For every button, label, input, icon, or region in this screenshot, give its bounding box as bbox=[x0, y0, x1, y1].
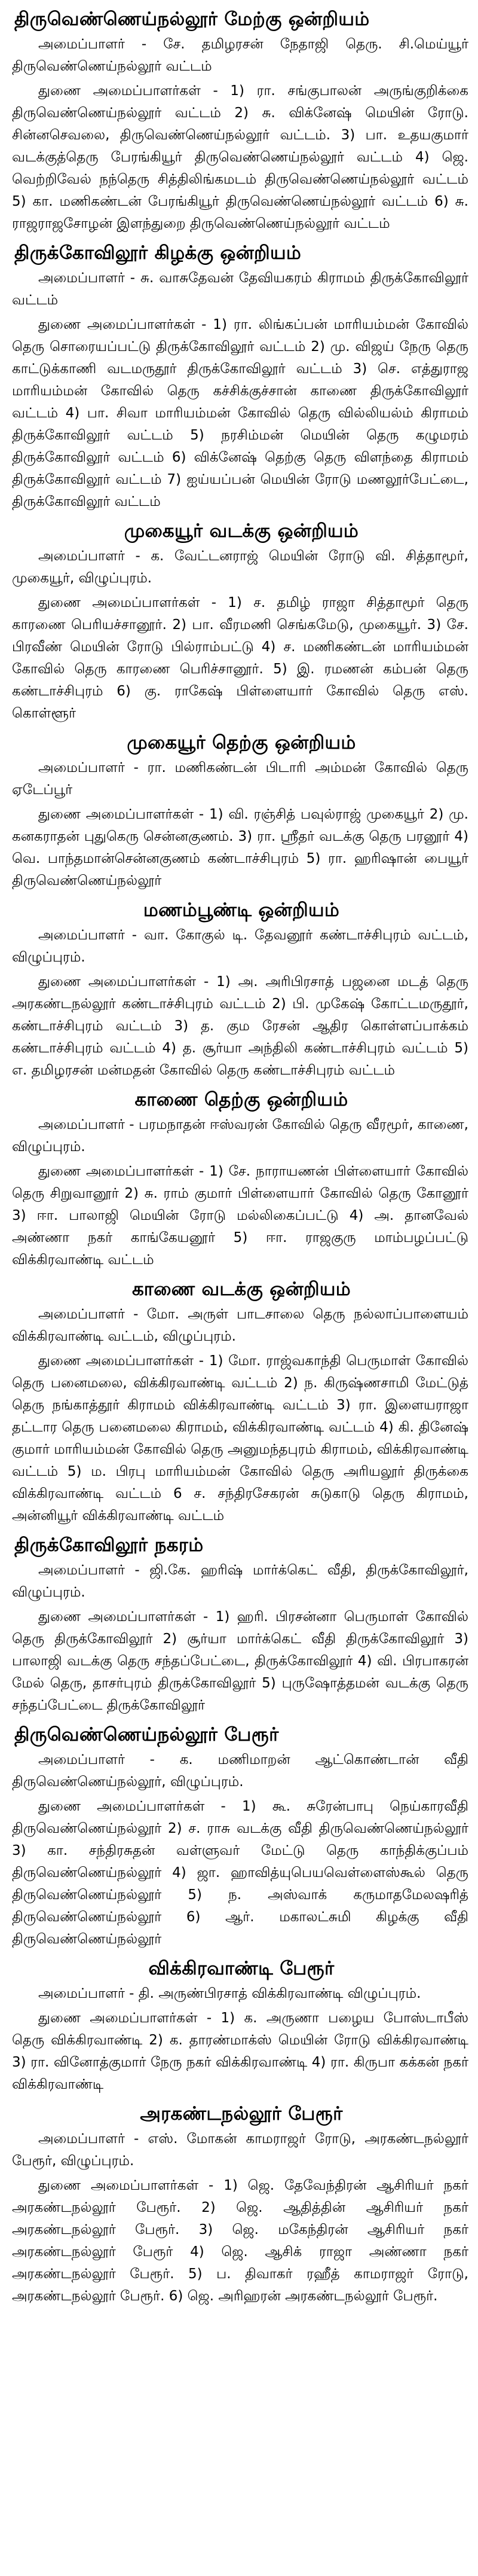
section-heading: திருக்கோவிலூர் நகரம் bbox=[14, 1534, 204, 1556]
organizer-paragraph: அமைப்பாளர் - எஸ். மோகன் காமராஜர் ரோடு, அரகண்டநல்லூர் பேரூர், விழுப்புரம். bbox=[12, 2131, 468, 2169]
deputy-organizers-paragraph: துணை அமைப்பாளர்கள் - 1) ரா. லிங்கப்பன் மாரியம்மன் கோவில் தெரு சொரையப்பட்டு திருக்கோவிலூர் வட்டம் 2) மு. விஜய் நேரு தெரு காட்டுக்காணி வடமருதூர் திருக்கோவிலூர் வட்டம் 3) செ. எத்துராஜ மாரியம்மன் கோவில் தெரு கச்சிக்குச்சான் காணை திருக்கோவிலூர் வட்டம் 4) பா. சிவா மாரியம்மன் கோவில் தெரு வில்லியல்ம் கிராமம் திருக்கோவிலூர் வட்டம் 5) நரசிம்மன் மெயின் தெரு கழுமரம் திருக்கோவிலூர் வட்டம் 6) விக்னேஷ் தெற்கு தெரு விளந்தை கிராமம் திருக்கோவிலூர் வட்டம் 7) ஐய்யப்பன் மெயின் ரோடு மணலூர்பேட்டை, திருக்கோவிலூர் வட்டம் bbox=[12, 317, 468, 509]
union-section bbox=[12, 1533, 468, 1717]
section-heading: திருவெண்ணெய்நல்லூர் பேரூர் bbox=[14, 1724, 279, 1745]
union-section bbox=[12, 898, 468, 1082]
union-section bbox=[12, 1277, 468, 1527]
organizer-paragraph: அமைப்பாளர் - பரமநாதன் ஈஸ்வரன் கோவில் தெரு வீரமூர், காணை, விழுப்புரம். bbox=[12, 1117, 468, 1155]
deputy-organizers-paragraph: துணை அமைப்பாளர்கள் - 1) வி. ரஞ்சித் பவுல்ராஜ் முகையூர் 2) மு. கனகராதன் புதுகெரு சென்னகுணம். 3) ரா. ஸ்ரீதர் வடக்கு தெரு பரனூர் 4) வெ. பாந்தமான்சென்னகுணம் கண்டாச்சிபுரம் 5) ரா. ஹரிஷான் பையூர் திருவெண்ணெய்நல்லூர் bbox=[12, 807, 468, 889]
union-section bbox=[12, 1957, 468, 2096]
organizer-paragraph: அமைப்பாளர் - வா. கோகுல் டி. தேவனூர் கண்டாச்சிபுரம் வட்டம், விழுப்புரம். bbox=[12, 927, 468, 965]
organizer-paragraph: அமைப்பாளர் - சே. தமிழரசன் நேதாஜி தெரு. சி.மெய்யூர் திருவெண்ணெய்நல்லூர் வட்டம் bbox=[12, 36, 468, 74]
organizer-paragraph: அமைப்பாளர் - தி. அருண்பிரசாத் விக்கிரவாண்டி விழுப்புரம். bbox=[38, 1986, 421, 2001]
organizer-paragraph: அமைப்பாளர் - ஜி.கே. ஹரிஷ் மார்க்கெட் வீதி, திருக்கோவிலூர், விழுப்புரம். bbox=[12, 1562, 468, 1600]
section-heading: திருவெண்ணெய்நல்லூர் மேற்கு ஒன்றியம் bbox=[14, 8, 370, 30]
section-heading: காணை தெற்கு ஒன்றியம் bbox=[134, 1089, 348, 1110]
section-heading: மணம்பூண்டி ஒன்றியம் bbox=[143, 899, 340, 921]
deputy-organizers-paragraph: துணை அமைப்பாளர்கள் - 1) சே. நாராயணன் பிள்ளையார் கோவில் தெரு சிறுவானூர் 2) சு. ராம் குமார் பிள்ளையார் கோவில் தெரு கோனூர் 3) ஈா. பாலாஜி மெயின் ரோடு மல்லிகைப்பட்டு 4) அ. தானவேல் அண்ணா நகர் காங்கேயனூர் 5) ஈா. ராஜகுரு மாம்பழப்பட்டு விக்கிரவாண்டி வட்டம் bbox=[12, 1164, 468, 1268]
section-heading: விக்கிரவாண்டி பேரூர் bbox=[148, 1958, 335, 1979]
section-heading: திருக்கோவிலூர் கிழக்கு ஒன்றியம் bbox=[14, 242, 302, 264]
union-section bbox=[12, 731, 468, 892]
deputy-organizers-paragraph: துணை அமைப்பாளர்கள் - 1) கூ. சுரேன்பாபு நெய்காரவீதி திருவெண்ணெய்நல்லூர் 2) ச. ராசு வடக்கு வீதி திருவெண்ணெய்நல்லூர் 3) கா. சந்திரசுதன் வள்ளுவர் மேட்டு தெரு காந்திக்குப்பம் திருவெண்ணெய்நல்லூர் 4) ஜா. ஹாவித்யுபெயவெள்ளைஸ்கூல் தெரு திருவெண்ணெய்நல்லூர் 5) ந. அஸ்வாக் கருமாதமேலஷரித் திருவெண்ணெய்நல்லூர் 6) ஆர். மகாலட்சுமி கிழக்கு வீதி திருவெண்ணெய்நல்லூர் bbox=[12, 1799, 468, 1947]
union-section bbox=[12, 7, 468, 235]
deputy-organizers-paragraph: துணை அமைப்பாளர்கள் - 1) அ. அரிபிரசாத் பஜனை மடத் தெரு அரகண்டநல்லூர் கண்டாச்சிபுரம் வட்டம் 2) பி. முகேஷ் கோட்டமருதூர், கண்டாச்சிபுரம் வட்டம் 3) த. கும ரேசன் ஆதிர கொள்ளப்பாக்கம் கண்டாச்சிபுரம் வட்டம் 4) த. சூர்யா அந்திலி கண்டாச்சிபுரம் வட்டம் 5) எ. தமிழரசன் மன்மதன் கோவில் தெரு கண்டாச்சிபுரம் வட்டம் bbox=[12, 974, 468, 1078]
organizer-paragraph: அமைப்பாளர் - க. மணிமாறன் ஆட்கொண்டான் வீதி திருவெண்ணெய்நல்லூர், விழுப்புரம். bbox=[12, 1752, 468, 1790]
organizer-paragraph: அமைப்பாளர் - ரா. மணிகண்டன் பிடாரி அம்மன் கோவில் தெரு ஏடேப்பூர் bbox=[12, 760, 468, 798]
deputy-organizers-paragraph: துணை அமைப்பாளர்கள் - 1) க. அருணா பழைய போஸ்டாபீஸ் தெரு விக்கிரவாண்டி 2) க. தாரண்மாக்ஸ் மெயின் ரோடு விக்கிரவாண்டி 3) ரா. வினோத்குமார் நேரு நகர் விக்கிரவாண்டி 4) ரா. கிருபா கக்கன் நகர் விக்கிரவாண்டி bbox=[12, 2010, 468, 2092]
organizer-paragraph: அமைப்பாளர் - மோ. அருள் பாடசாலை தெரு நல்லாப்பாளையம் விக்கிரவாண்டி வட்டம், விழுப்புரம். bbox=[12, 1307, 468, 1344]
deputy-organizers-paragraph: துணை அமைப்பாளர்கள் - 1) ஜெ. தேவேந்திரன் ஆசிரியர் நகர் அரகண்டநல்லூர் பேரூர். 2) ஜெ. ஆதித்தின் ஆசிரியர் நகர் அரகண்டநல்லூர் பேரூர். 3) ஜெ. மகேந்திரன் ஆசிரியர் நகர் அரகண்டநல்லூர் பேரூர் 4) ஜெ. ஆசிக் ராஜா அண்ணா நகர் அரகண்டநல்லூர் பேரூர். 5) ப. திவாகர் ரஹீத் காமராஜர் ரோடு, அரகண்டநல்லூர் பேரூர். 6) ஜெ. அரிஹரன் அரகண்டநல்லூர் பேரூர். bbox=[12, 2178, 468, 2304]
organizer-paragraph: அமைப்பாளர் - க. வேட்டனராஜ் மெயின் ரோடு வி. சித்தாமூர், முகையூர், விழுப்புரம். bbox=[12, 548, 468, 586]
section-heading: காணை வடக்கு ஒன்றியம் bbox=[131, 1278, 351, 1300]
organizer-paragraph: அமைப்பாளர் - சு. வாசுதேவன் தேவியகரம் கிராமம் திருக்கோவிலூர் வட்டம் bbox=[12, 270, 468, 308]
section-heading: முகையூர் வடக்கு ஒன்றியம் bbox=[124, 520, 359, 542]
union-section bbox=[12, 2102, 468, 2308]
section-heading: முகையூர் தெற்கு ஒன்றியம் bbox=[127, 732, 356, 753]
union-section bbox=[12, 241, 468, 513]
union-section bbox=[12, 1723, 468, 1951]
deputy-organizers-paragraph: துணை அமைப்பாளர்கள் - 1) மோ. ராஜ்வகாந்தி பெருமாள் கோவில் தெரு பனைமலை, விக்கிரவாண்டி வட்டம் 2) ந. கிருஷ்ணசாமி மேட்டுத் தெரு நங்காத்தூர் கிராமம் விக்கிரவாண்டி வட்டம் 3) ரா. இளையராஜா தட்டார தெரு பனைமலை கிராமம், விக்கிரவாண்டி வட்டம் 4) கி. தினேஷ் குமார் மாரியம்மன் கோவில் தெரு அனுமந்தபுரம் கிராமம், விக்கிரவாண்டி வட்டம் 5) ம. பிரபு மாரியம்மன் கோவில் தெரு அரியலூர் திருக்கை விக்கிரவாண்டி வட்டம் 6 ச. சந்திரசேகரன் சுடுகாடு தெரு கிராமம், அன்னியூர் விக்கிரவாண்டி வட்டம் bbox=[12, 1353, 468, 1524]
deputy-organizers-paragraph: துணை அமைப்பாளர்கள் - 1) ச. தமிழ் ராஜா சித்தாமூர் தெரு காரணை பெரியச்சானூர். 2) பா. வீரமணி செங்கமேடு, முகையூர். 3) சே. பிரவீண் மெயின் ரோடு பில்ராம்பட்டு 4) ச. மணிகண்டன் மாரியம்மன் கோவில் தெரு காரணை பெரிச்சானூர். 5) இ. ரமணன் கம்பன் தெரு கண்டாச்சிபுரம் 6) கு. ராகேஷ் பிள்ளையார் கோவில் தெரு எஸ். கொள்ளூர் bbox=[12, 595, 468, 721]
union-section bbox=[12, 1088, 468, 1271]
deputy-organizers-paragraph: துணை அமைப்பாளர்கள் - 1) ரா. சங்குபாலன் அருங்குறிக்கை திருவெண்ணெய்நல்லூர் வட்டம் 2) சு. விக்னேஷ் மெயின் ரோடு. சின்னசெவலை, திருவெண்ணெய்நல்லூர் வட்டம். 3) பா. உதயகுமார் வடக்குத்தெரு பேரங்கியூர் திருவெண்ணெய்நல்லூர் வட்டம் 4) ஜெ. வெற்றிவேல் நந்தெரு சித்திலிங்கமடம் திருவெண்ணெய்நல்லூர் வட்டம் 5) கா. மணிகண்டன் பேரங்கியூர் திருவெண்ணெய்நல்லூர் வட்டம் 6) சு. ராஜராஜசோழன் இளந்துறை திருவெண்ணெய்நல்லூர் வட்டம் bbox=[12, 83, 468, 231]
section-heading: அரகண்டநல்லூர் பேரூர் bbox=[140, 2103, 343, 2125]
union-section bbox=[12, 519, 468, 725]
deputy-organizers-paragraph: துணை அமைப்பாளர்கள் - 1) ஹரி. பிரசன்னா பெருமாள் கோவில் தெரு திருக்கோவிலூர் 2) சூர்யா மார்க்கெட் வீதி திருக்கோவிலூர் 3) பாலாஜி வடக்கு தெரு சந்தப்பேட்டை, திருக்கோவிலூர் 4) வி. பிரபாகரன் மேல் தெரு, தாசர்புரம் திருக்கோவிலூர் 5) புருஷோத்தமன் வடக்கு தெரு சந்தப்பேட்டை திருக்கோவிலூர் bbox=[12, 1609, 468, 1713]
